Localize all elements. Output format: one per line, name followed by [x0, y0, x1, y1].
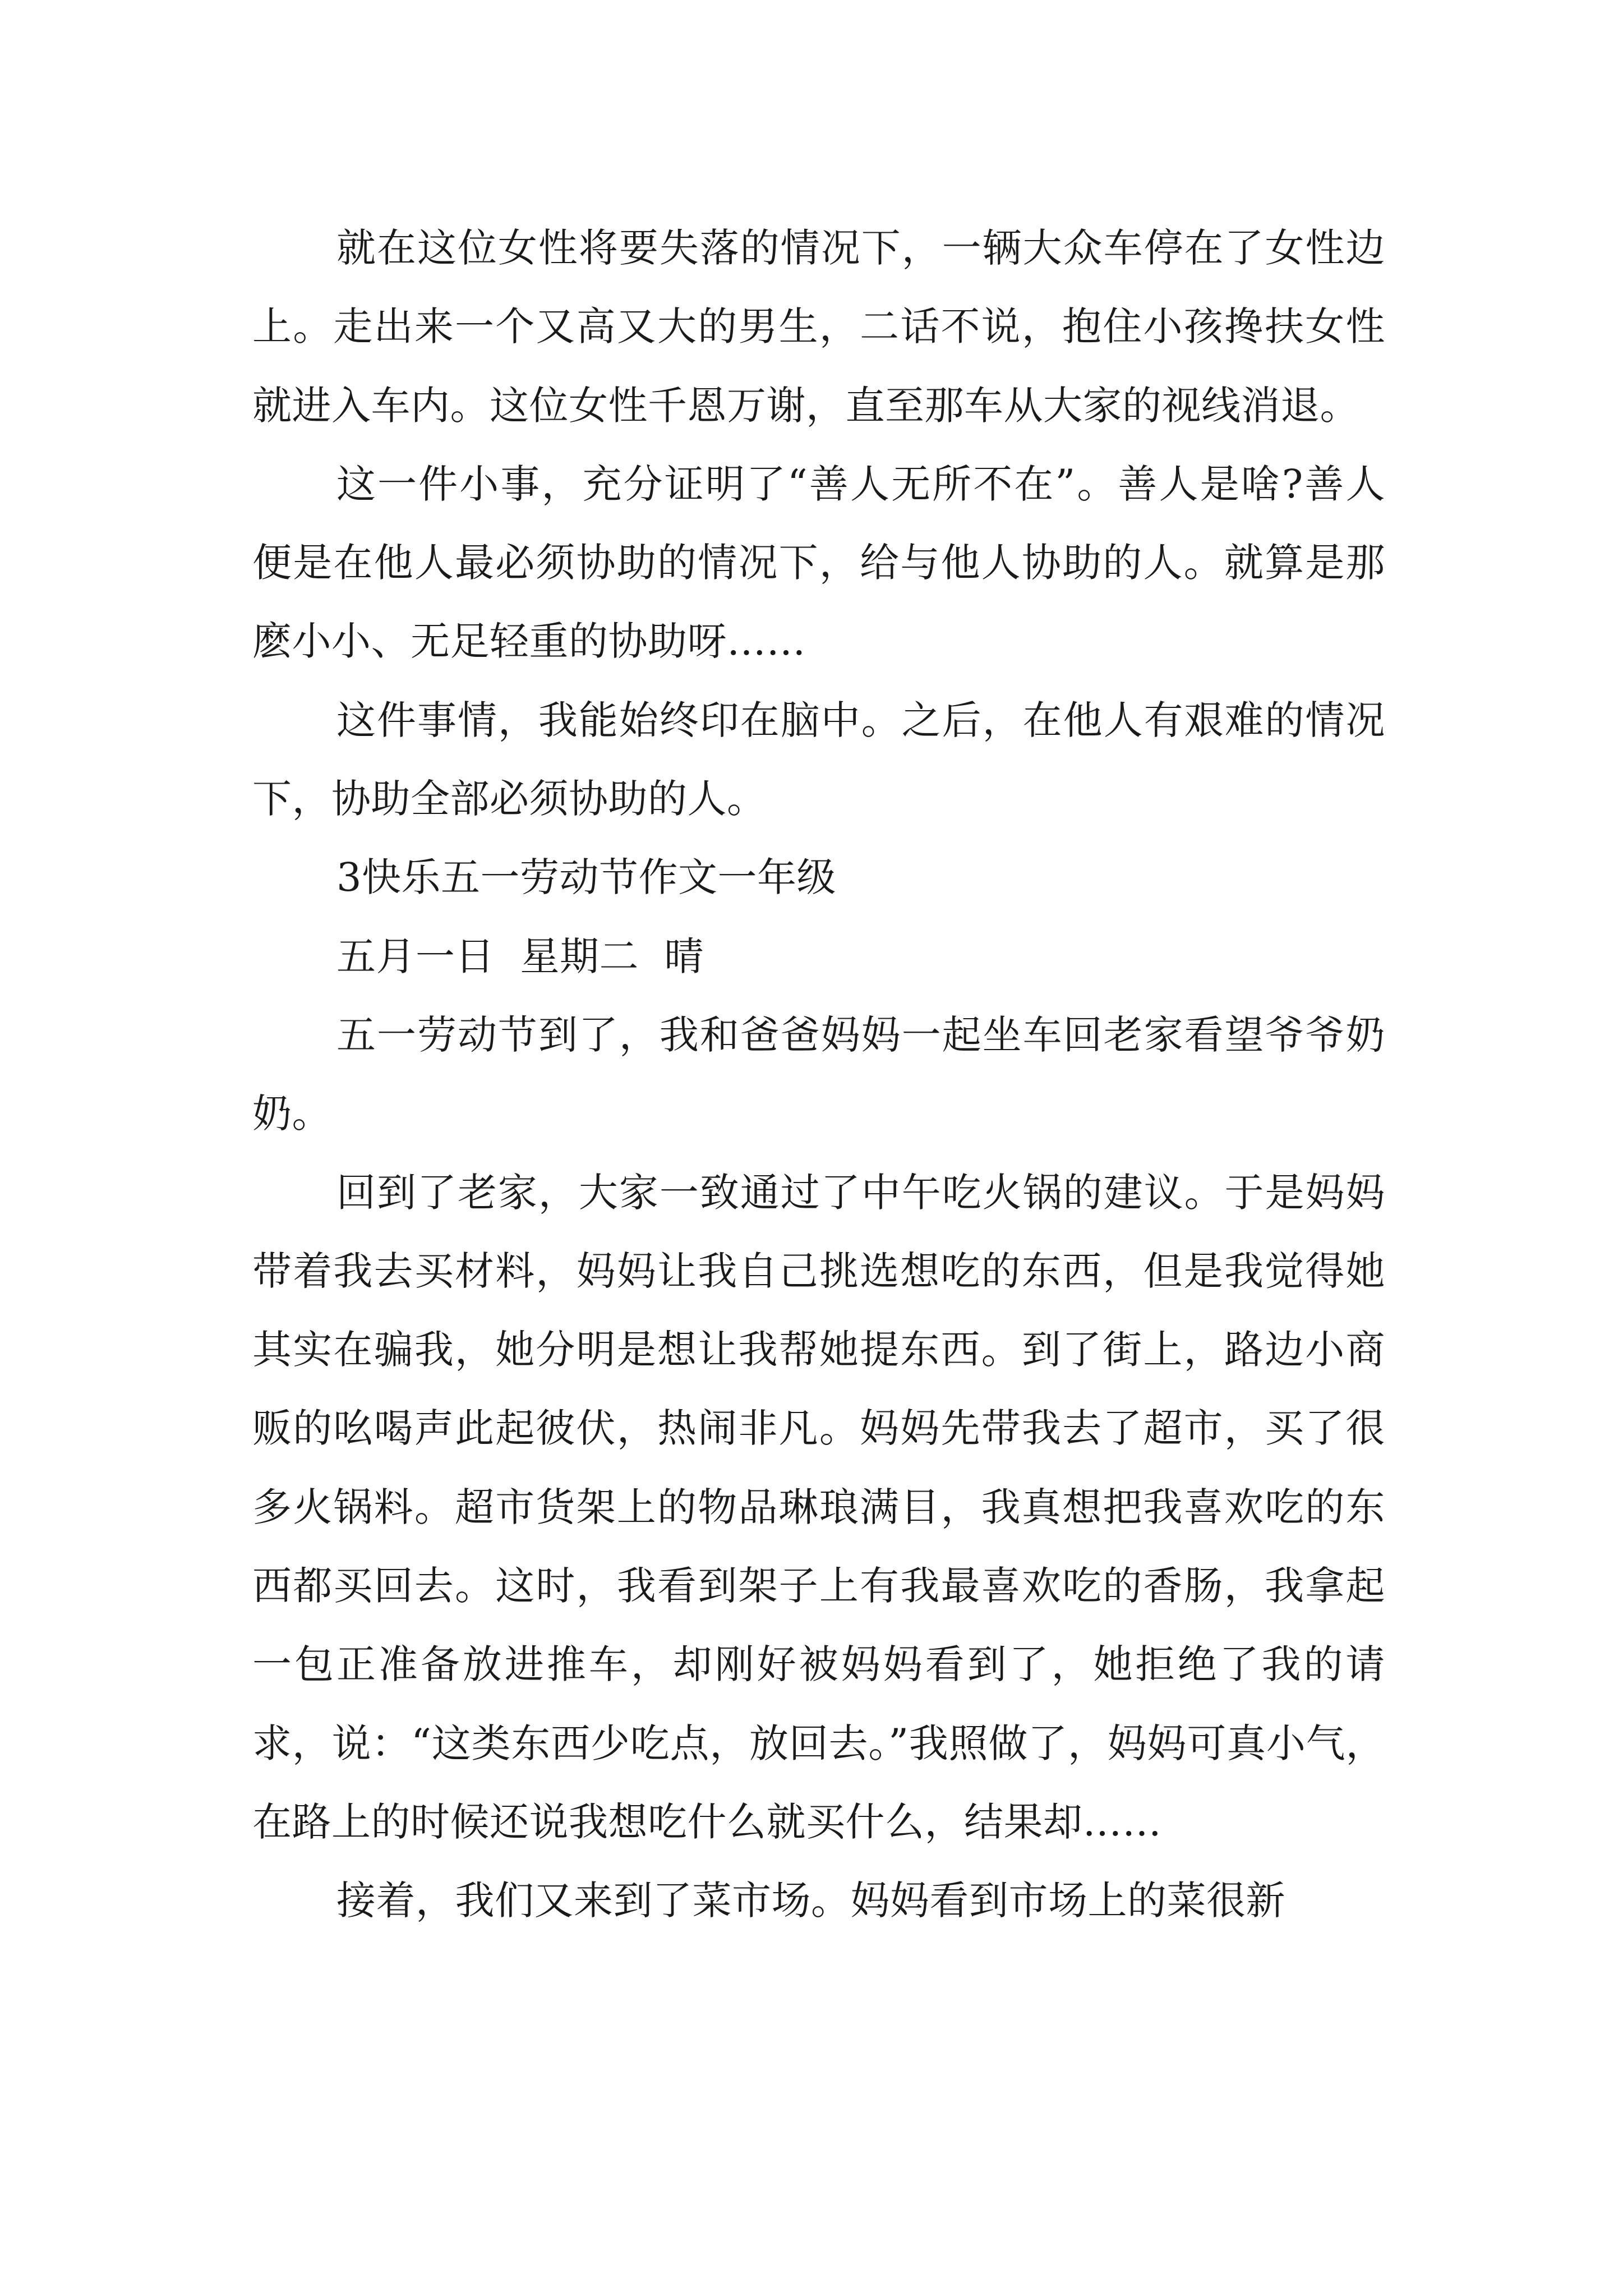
document-body: [252, 209, 1385, 1940]
paragraph-remember: 这件事情，我能始终印在脑中。之后，在他人有艰难的情况下，协助全部必须协助的人。: [252, 697, 1385, 822]
paragraph-rescue-story: 就在这位女性将要失落的情况下，一辆大众车停在了女性边上。走出来一个又高又大的男生，二话不说，抱住小孩搀扶女性就进入车内。这位女性千恩万谢，直至那车从大家的视线消退。: [252, 225, 1385, 429]
essay-title: 3快乐五一劳动节作文一年级: [336, 854, 837, 901]
paragraph-labor-day: 五一劳动节到了，我和爸爸妈妈一起坐车回老家看望爷爷奶奶。: [252, 1011, 1385, 1137]
paragraph-market: 接着，我们又来到了菜市场。妈妈看到市场上的菜很新: [336, 1878, 1285, 1924]
paragraph-kind-people: 这一件小事，充分证明了“善人无所不在”。善人是啥?善人便是在他人最必须协助的情况下，给与他人协助的人。就算是那麽小小、无足轻重的协助呀……: [252, 461, 1385, 665]
essay-date-weather: 五月一日 星期二 晴: [336, 933, 704, 979]
paragraph-hotpot-shopping: 回到了老家，大家一致通过了中午吃火锅的建议。于是妈妈带着我去买材料，妈妈让我自己挑选想吃的东西，但是我觉得她其实在骗我，她分明是想让我帮她提东西。到了街上，路边小商贩的吆喝声此起彼伏，热闹非凡。妈妈先带我去了超市，买了很多火锅料。超市货架上的物品琳琅满目，我真想把我喜欢吃的东西都买回去。这时，我看到架子上有我最喜欢吃的香肠，我拿起一包正准备放进推车，却刚好被妈妈看到了，她拒绝了我的请求，说：“这类东西少吃点，放回去。”我照做了，妈妈可真小气，在路上的时候还说我想吃什么就买什么，结果却……: [252, 1169, 1385, 1845]
